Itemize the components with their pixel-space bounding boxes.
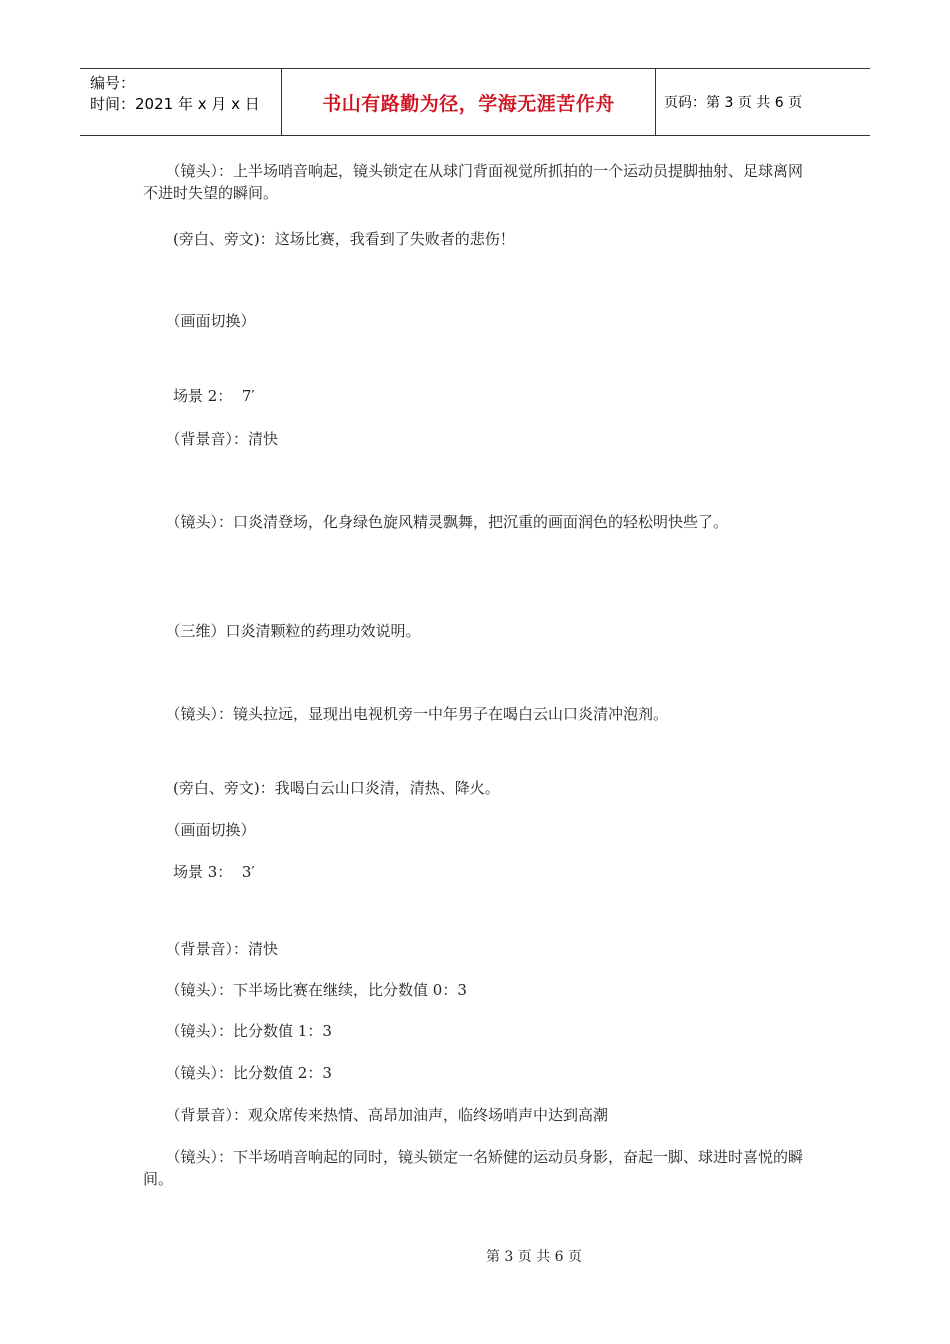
paragraph: （镜头）：比分数值 2：3 — [143, 1064, 332, 1082]
page-header — [80, 68, 870, 136]
paragraph: (旁白、旁文)：这场比赛，我看到了失败者的悲伤！ — [143, 230, 515, 248]
paragraph: （镜头）：下半场比赛在继续，比分数值 0：3 — [143, 981, 467, 999]
paragraph: （背景音）：清快 — [143, 430, 279, 448]
header-motto-cell — [282, 69, 656, 135]
paragraph: （镜头）：镜头拉远，显现出电视机旁一中年男子在喝白云山口炎清冲泡剂。 — [143, 705, 669, 723]
paragraph: (旁白、旁文)：我喝白云山口炎清，清热、降火。 — [143, 779, 500, 797]
header-motto: 书山有路勤为径，学海无涯苦作舟 — [322, 92, 615, 115]
footer-page-number: 第 3 页 共 6 页 — [485, 1249, 583, 1265]
doc-number-label: 编号： — [90, 74, 136, 92]
page-footer — [0, 1246, 950, 1266]
paragraph: （三维）口炎清颗粒的药理功效说明。 — [143, 622, 421, 640]
paragraph: （画面切换） — [143, 312, 256, 330]
paragraph: （镜头）：下半场哨音响起的同时，镜头锁定一名矫健的运动员身影，奋起一脚、球进时喜悦的瞬间。 — [143, 1148, 804, 1188]
header-meta — [80, 69, 282, 135]
header-page-code: 页码：第 3 页 共 6 页 — [664, 95, 803, 111]
paragraph: （镜头）：比分数值 1：3 — [143, 1022, 332, 1040]
paragraph: 场景 3： 3′ — [143, 863, 255, 881]
header-page-cell — [656, 69, 870, 135]
paragraph: （画面切换） — [143, 821, 256, 839]
paragraph: （背景音）：清快 — [143, 940, 279, 958]
paragraph: （镜头）：口炎清登场，化身绿色旋风精灵飘舞，把沉重的画面润色的轻松明快些了。 — [143, 513, 729, 531]
doc-date: 时间：2021 年 x 月 x 日 — [90, 95, 260, 113]
paragraph: （镜头）：上半场哨音响起，镜头锁定在从球门背面视觉所抓拍的一个运动员提脚抽射、足球离网不进时失望的瞬间。 — [143, 162, 804, 202]
paragraph: （背景音）：观众席传来热情、高昂加油声，临终场哨声中达到高潮 — [143, 1106, 609, 1124]
paragraph: 场景 2： 7′ — [143, 387, 255, 405]
